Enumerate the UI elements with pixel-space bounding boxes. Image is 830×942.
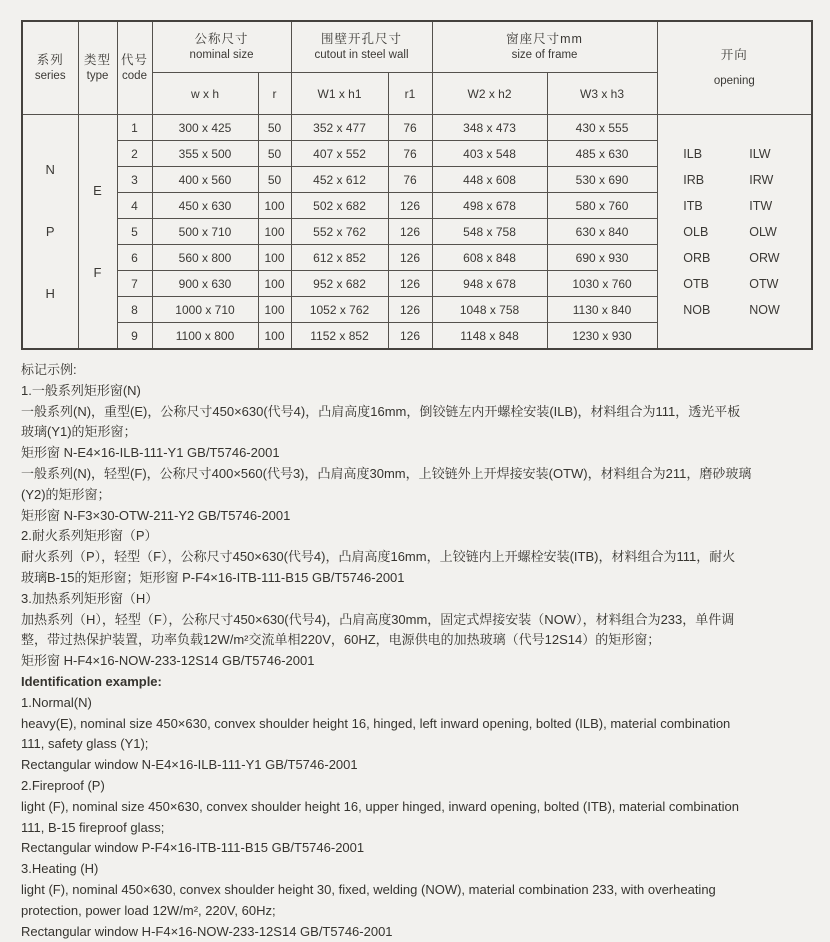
cell-code: 9 <box>117 323 152 350</box>
cell-w3h3: 690 x 930 <box>547 245 657 271</box>
note-line: 2.Fireproof (P) <box>21 777 105 793</box>
cell-w3h3: 1130 x 840 <box>547 297 657 323</box>
cell-r: 100 <box>258 323 291 350</box>
subheader-r1: r1 <box>388 73 432 115</box>
header-opening-zh: 开向 <box>720 48 748 62</box>
cell-w1h1: 352 x 477 <box>291 115 388 141</box>
note-line: light (F), nominal size 450×630, convex shoulder height 16, upper hinged, inward opening, bolted (ITB), material combination <box>21 798 739 814</box>
opening-code: OLB <box>683 224 709 239</box>
note-line: 1.Normal(N) <box>21 694 92 710</box>
cell-w3h3: 580 x 760 <box>547 193 657 219</box>
cell-r1: 76 <box>388 141 432 167</box>
cell-r1: 76 <box>388 115 432 141</box>
cell-w3h3: 485 x 630 <box>547 141 657 167</box>
cell-code: 5 <box>117 219 152 245</box>
series-label-p: P <box>45 224 55 239</box>
header-type-zh: 类型 <box>83 53 111 67</box>
header-series-zh: 系列 <box>36 53 64 67</box>
subheader-wxh: w x h <box>152 73 258 115</box>
header-type <box>78 21 117 115</box>
opening-code: ITW <box>749 198 773 213</box>
cell-w2h2: 948 x 678 <box>432 271 547 297</box>
cell-w3h3: 1030 x 760 <box>547 271 657 297</box>
cell-code: 6 <box>117 245 152 271</box>
type-label-e: E <box>93 182 102 198</box>
note-line: 玻璃B-15的矩形窗；矩形窗 P-F4×16-ITB-111-B15 GB/T5746-2001 <box>21 569 405 585</box>
note-line: 加热系列（H），轻型（F），公称尺寸450×630(代号4)，凸肩高度30mm，固定式焊接安装（NOW），材料组合为233，单件调 <box>21 611 735 627</box>
cell-wh: 355 x 500 <box>152 141 258 167</box>
opening-code: NOW <box>749 302 780 317</box>
cell-wh: 1000 x 710 <box>152 297 258 323</box>
cell-wh: 400 x 560 <box>152 167 258 193</box>
header-nominal-zh: 公称尺寸 <box>194 32 249 46</box>
opening-pair <box>658 141 812 167</box>
cell-wh: 560 x 800 <box>152 245 258 271</box>
cell-w1h1: 452 x 612 <box>291 167 388 193</box>
cell-r1: 126 <box>388 193 432 219</box>
cell-r: 100 <box>258 219 291 245</box>
note-line: 2.耐火系列矩形窗（P） <box>21 528 158 544</box>
opening-code: ITB <box>683 198 703 213</box>
cell-wh: 300 x 425 <box>152 115 258 141</box>
cell-r1: 126 <box>388 297 432 323</box>
cell-r: 100 <box>258 271 291 297</box>
opening-code: IRW <box>749 172 774 187</box>
note-line: 玻璃(Y1)的矩形窗； <box>21 424 137 440</box>
note-line: 整，带过热保护装置，功率负载12W/m²交流单相220V，60HZ，电源供电的加热玻璃（代号12S14）的矩形窗； <box>21 632 661 648</box>
subheader-r: r <box>258 73 291 115</box>
series-cell <box>22 115 78 350</box>
opening-pair <box>658 193 812 219</box>
cell-w2h2: 498 x 678 <box>432 193 547 219</box>
cell-code: 4 <box>117 193 152 219</box>
header-nominal-size <box>152 21 291 73</box>
header-opening <box>657 21 812 115</box>
note-line: 一般系列(N)，轻型(F)，公称尺寸400×560(代号3)，凸肩高度30mm，上铰链外上开焊接安装(OTW)，材料组合为211，磨砂玻璃 <box>21 465 752 481</box>
cell-r: 50 <box>258 115 291 141</box>
note-line: Rectangular window N-E4×16-ILB-111-Y1 GB/T5746-2001 <box>21 757 358 773</box>
series-label-h: H <box>45 285 55 301</box>
header-code <box>117 21 152 115</box>
cell-r1: 126 <box>388 271 432 297</box>
cell-w2h2: 1148 x 848 <box>432 323 547 350</box>
note-line: Rectangular window H-F4×16-NOW-233-12S14 GB/T5746-2001 <box>21 923 393 939</box>
cell-w3h3: 630 x 840 <box>547 219 657 245</box>
subheader-w2xh2: W2 x h2 <box>432 73 547 115</box>
opening-code: OTW <box>749 276 779 291</box>
notes-heading-en: Identification example: <box>21 673 162 689</box>
opening-code: ILW <box>749 146 771 161</box>
cell-wh: 500 x 710 <box>152 219 258 245</box>
header-frame-size <box>432 21 657 73</box>
note-line: 3.加热系列矩形窗（H） <box>21 590 159 606</box>
cell-code: 3 <box>117 167 152 193</box>
cell-wh: 1100 x 800 <box>152 323 258 350</box>
cell-w1h1: 552 x 762 <box>291 219 388 245</box>
header-nominal-en: nominal size <box>189 49 254 61</box>
opening-cell <box>657 115 812 350</box>
header-cutout-en: cutout in steel wall <box>314 49 409 61</box>
notes-heading-zh: 标记示例: <box>21 362 77 377</box>
subheader-w1xh1: W1 x h1 <box>291 73 388 115</box>
note-line: 一般系列(N)，重型(E)，公称尺寸450×630(代号4)，凸肩高度16mm，倒铰链左内开螺栓安装(ILB)，材料组合为111，透光平板 <box>21 403 741 419</box>
header-cutout <box>291 21 432 73</box>
note-line: (Y2)的矩形窗； <box>21 486 111 502</box>
cell-r: 100 <box>258 193 291 219</box>
series-label-n: N <box>45 162 55 178</box>
header-frame-zh: 窗座尺寸mm <box>506 32 583 46</box>
cell-w2h2: 548 x 758 <box>432 219 547 245</box>
opening-pair <box>658 271 812 297</box>
header-type-en: type <box>86 70 109 82</box>
cell-wh: 450 x 630 <box>152 193 258 219</box>
cell-r1: 126 <box>388 323 432 350</box>
header-cutout-zh: 围壁开孔尺寸 <box>321 32 403 46</box>
header-code-zh: 代号 <box>120 53 148 67</box>
cell-w3h3: 1230 x 930 <box>547 323 657 350</box>
cell-r: 50 <box>258 141 291 167</box>
opening-pair <box>658 297 812 323</box>
cell-w2h2: 1048 x 758 <box>432 297 547 323</box>
cell-w1h1: 407 x 552 <box>291 141 388 167</box>
type-label-f: F <box>93 265 102 281</box>
header-series <box>22 21 78 115</box>
opening-code: IRB <box>683 172 705 187</box>
opening-pair <box>658 167 812 193</box>
note-line: protection, power load 12W/m², 220V, 60Hz; <box>21 902 276 918</box>
header-series-en: series <box>34 70 66 82</box>
table-row <box>22 115 812 141</box>
cell-w1h1: 1052 x 762 <box>291 297 388 323</box>
cell-r: 100 <box>258 297 291 323</box>
opening-code: ORB <box>683 250 711 265</box>
cell-wh: 900 x 630 <box>152 271 258 297</box>
note-line: 1.一般系列矩形窗(N) <box>21 382 141 398</box>
cell-code: 1 <box>117 115 152 141</box>
cell-w2h2: 448 x 608 <box>432 167 547 193</box>
header-opening-en: opening <box>713 75 755 87</box>
opening-pair <box>658 219 812 245</box>
cell-w2h2: 403 x 548 <box>432 141 547 167</box>
note-line: light (F), nominal 450×630, convex shoulder height 30, fixed, welding (NOW), material combination 233, with overheating <box>21 881 716 897</box>
cell-w2h2: 348 x 473 <box>432 115 547 141</box>
note-line: 耐火系列（P），轻型（F），公称尺寸450×630(代号4)，凸肩高度16mm，上铰链内上开螺栓安装(ITB)，材料组合为111，耐火 <box>21 549 736 565</box>
opening-code: NOB <box>683 302 711 317</box>
cell-w1h1: 502 x 682 <box>291 193 388 219</box>
note-line: 矩形窗 N-E4×16-ILB-111-Y1 GB/T5746-2001 <box>21 445 280 461</box>
type-cell <box>78 115 117 350</box>
note-line: 矩形窗 H-F4×16-NOW-233-12S14 GB/T5746-2001 <box>21 653 315 669</box>
cell-w1h1: 612 x 852 <box>291 245 388 271</box>
note-line: 3.Heating (H) <box>21 861 99 877</box>
opening-code: ILB <box>683 146 703 161</box>
cell-w1h1: 952 x 682 <box>291 271 388 297</box>
opening-code: OLW <box>749 224 777 239</box>
note-line: Rectangular window P-F4×16-ITB-111-B15 GB/T5746-2001 <box>21 840 365 856</box>
cell-w2h2: 608 x 848 <box>432 245 547 271</box>
note-line: 111, safety glass (Y1); <box>21 736 149 752</box>
header-code-en: code <box>122 70 147 82</box>
note-line: 矩形窗 N-F3×30-OTW-211-Y2 GB/T5746-2001 <box>21 507 291 523</box>
opening-code: ORW <box>749 250 780 265</box>
note-line: heavy(E), nominal size 450×630, convex shoulder height 16, hinged, left inward opening, bolted (ILB), material combination <box>21 715 731 731</box>
cell-code: 8 <box>117 297 152 323</box>
cell-r1: 126 <box>388 219 432 245</box>
header-frame-en: size of frame <box>511 49 578 61</box>
cell-code: 7 <box>117 271 152 297</box>
identification-notes <box>21 360 815 942</box>
subheader-w3xh3: W3 x h3 <box>547 73 657 115</box>
cell-r: 50 <box>258 167 291 193</box>
cell-w3h3: 530 x 690 <box>547 167 657 193</box>
cell-r: 100 <box>258 245 291 271</box>
cell-r1: 126 <box>388 245 432 271</box>
cell-r1: 76 <box>388 167 432 193</box>
spec-table <box>21 20 813 350</box>
cell-w1h1: 1152 x 852 <box>291 323 388 350</box>
opening-code: OTB <box>683 276 709 291</box>
cell-w3h3: 430 x 555 <box>547 115 657 141</box>
note-line: 111, B-15 fireproof glass; <box>21 819 165 835</box>
opening-pair <box>658 245 812 271</box>
cell-code: 2 <box>117 141 152 167</box>
